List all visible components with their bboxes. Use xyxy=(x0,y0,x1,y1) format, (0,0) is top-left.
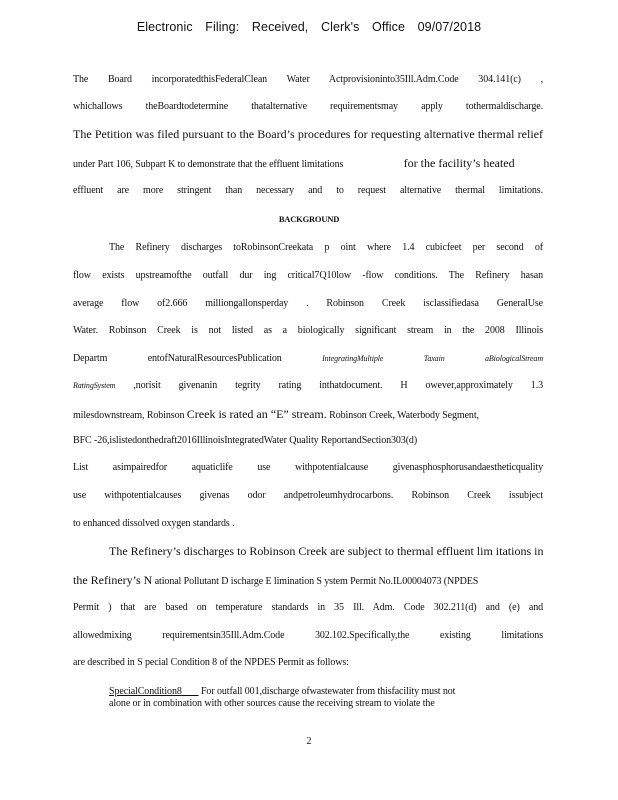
text-run: Robinson Creek, Waterbody Segment, xyxy=(329,410,479,421)
text-run: Departm entofNaturalResourcesPublication xyxy=(73,353,282,364)
body-text-line: are described in S pecial Condition 8 of the NPDES Permit as follows: xyxy=(73,657,349,668)
block-quote-line: alone or in combination with other sources cause the receiving stream to violate the xyxy=(109,698,435,709)
text-run: under Part 106, Subpart K to demonstrate that the effluent limitations xyxy=(73,159,344,170)
body-text-line: allowedmixing requirementsin35Ill.Adm.Code 302.102.Specifically,the existing limitations xyxy=(73,630,543,641)
text-run: for the facility’s heated xyxy=(403,156,515,170)
body-text-line: List asimpairedfor aquaticlife use withpotentialcause givenasphosphorusandaestheticquality xyxy=(73,462,543,473)
publication-title: aBiologicalStream xyxy=(485,354,543,363)
publication-title: Taxain xyxy=(423,354,445,363)
page-number: 2 xyxy=(306,736,312,747)
underline-gap xyxy=(182,686,199,697)
text-run: ,norisit givenanin tegrity rating inthatdocument. H owever,approximately 1.3 xyxy=(133,380,543,391)
text-run: ational Pollutant D ischarge E limination S ystem Permit No.IL00004073 (NPDES xyxy=(154,576,479,587)
body-text-line: average flow of2.666 milliongallonsperday . Robinson Creek isclassifiedasa GeneralUse xyxy=(73,298,543,309)
text-run: the Refinery’s N xyxy=(73,573,153,587)
publication-title: RatingSystem xyxy=(73,381,116,390)
body-text-line: Water. Robinson Creek is not listed as a biologically significant stream in the 2008 Illinois xyxy=(73,325,543,336)
body-text-line: The Refinery discharges toRobinsonCreekata p oint where 1.4 cubicfeet per second of xyxy=(109,242,543,253)
body-text-line: to enhanced dissolved oxygen standards . xyxy=(73,518,235,529)
body-text-line: BFC -26,islistedonthedraft2016IllinoisIntegratedWater Quality ReportandSection303(d) xyxy=(73,435,418,446)
body-text-line: flow exists upstreamofthe outfall dur ing critical7Q10low -flow conditions. The Refinery hasan xyxy=(73,270,543,281)
body-text-line xyxy=(73,156,543,171)
body-text-line xyxy=(73,353,543,364)
text-run: Creek is rated an “E” stream. xyxy=(186,407,327,421)
body-text-line xyxy=(73,380,543,391)
text-run: milesdownstream, Robinson xyxy=(73,410,185,421)
text-run: For outfall 001,discharge ofwastewater from thisfacility must not xyxy=(200,686,456,697)
body-text-line: The Petition was filed pursuant to the Board’s procedures for requesting alternative thermal relief xyxy=(73,127,543,141)
body-text-line: The Board incorporatedthisFederalClean Water Actprovisioninto35Ill.Adm.Code 304.141(c) , xyxy=(73,74,543,85)
section-heading: BACKGROUND xyxy=(278,214,340,224)
publication-title: IntegratingMultiple xyxy=(322,354,384,363)
body-text-line xyxy=(73,573,543,588)
body-text-line: Permit ) that are based on temperature standards in 35 Ill. Adm. Code 302.211(d) and (e) and xyxy=(73,602,543,613)
block-quote-line xyxy=(109,686,522,697)
body-text-line: whichallows theBoardtodetermine thatalternative requirementsmay apply tothermaldischarge. xyxy=(73,101,543,112)
body-text-line: use withpotentialcauses givenas odor andpetroleumhydrocarbons. Robinson Creek issubject xyxy=(73,490,543,501)
body-text-line: effluent are more stringent than necessary and to request alternative thermal limitations. xyxy=(73,185,543,196)
body-text-line: The Refinery’s discharges to Robinson Creek are subject to thermal effluent lim itations in xyxy=(109,544,543,558)
special-condition-label: SpecialCondition8 xyxy=(109,686,182,697)
body-text-line xyxy=(73,407,543,422)
filing-stamp-header: Electronic Filing: Received, Clerk's Office 09/07/2018 xyxy=(136,20,482,34)
